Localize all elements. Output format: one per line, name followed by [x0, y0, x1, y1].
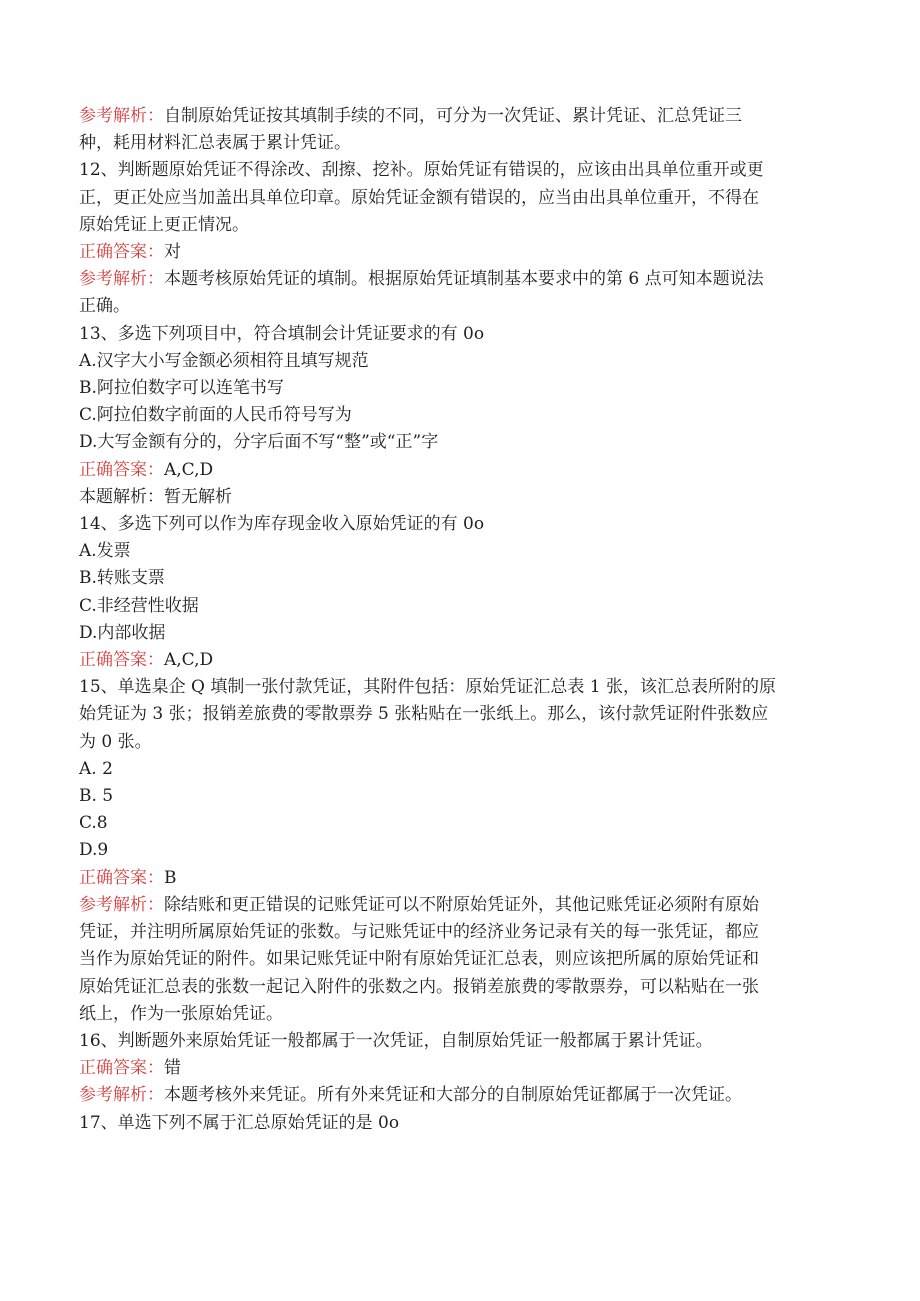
line-text: 错 — [164, 1058, 181, 1079]
line-text: 13、多选下列项目中，符合填制会计凭证要求的有 0o — [79, 323, 485, 344]
text-line — [79, 321, 839, 348]
text-line — [79, 729, 839, 756]
text-line — [79, 892, 839, 919]
line-text: 对 — [164, 242, 181, 263]
answer-label: 正确答案： — [79, 242, 164, 263]
line-text: 凭证，并注明所属原始凭证的张数。与记账凭证中的经济业务记录有关的每一张凭证，都应 — [79, 922, 759, 943]
text-line — [79, 810, 839, 837]
text-line — [79, 756, 839, 783]
line-text: 17、单选下列不属于汇总原始凭证的是 0o — [79, 1112, 400, 1133]
line-text: 始凭证为 3 张；报销差旅费的零散票券 5 张粘贴在一张纸上。那么，该付款凭证附件张数应 — [79, 704, 769, 725]
text-line — [79, 974, 839, 1001]
text-line — [79, 674, 839, 701]
line-text: 本题考核外来凭证。所有外来凭证和大部分的自制原始凭证都属于一次凭证。 — [164, 1085, 742, 1106]
text-line — [79, 212, 839, 239]
line-text: 暂无解析 — [164, 486, 232, 507]
text-line — [79, 538, 839, 565]
line-text: B. 5 — [79, 786, 114, 807]
text-line — [79, 1001, 839, 1028]
text-line — [79, 348, 839, 375]
text-line — [79, 783, 839, 810]
text-line — [79, 565, 839, 592]
line-text: 原始凭证汇总表的张数一起记入附件的张数之内。报销差旅费的零散票券，可以粘贴在一张 — [79, 976, 759, 997]
note-label: 本题解析： — [79, 486, 164, 507]
line-text: A,C,D — [164, 459, 214, 480]
text-line — [79, 103, 839, 130]
line-text: D.9 — [79, 840, 109, 861]
text-line — [79, 647, 839, 674]
line-text: 15、单选臬企 Q 填制一张付款凭证，其附件包括：原始凭证汇总表 1 张，该汇总表所附的原 — [79, 677, 776, 698]
text-line — [79, 946, 839, 973]
text-line — [79, 130, 839, 157]
reference-label: 参考解析： — [79, 106, 164, 126]
reference-label: 参考解析： — [79, 269, 164, 290]
text-line — [79, 593, 839, 620]
text-line — [79, 919, 839, 946]
text-line — [79, 429, 839, 456]
text-line — [79, 402, 839, 429]
line-text: C.非经营性收据 — [79, 595, 199, 616]
text-line — [79, 837, 839, 864]
line-text: 纸上，作为一张原始凭证。 — [79, 1003, 283, 1024]
line-text: C.阿拉伯数字前面的人民币符号写为 — [79, 405, 352, 426]
line-text: B.转账支票 — [79, 568, 165, 589]
reference-label: 参考解析： — [79, 894, 164, 915]
line-text: A.汉字大小写金额必须相符且填写规范 — [79, 350, 369, 371]
line-text: D.大写金额有分的，分字后面不写“整”或“正”字 — [79, 432, 439, 453]
text-line — [79, 1055, 839, 1082]
text-line — [79, 701, 839, 728]
text-line — [79, 293, 839, 320]
line-text: 正，更正处应当加盖出具单位印章。原始凭证金额有错误的，应当由出具单位重开，不得在 — [79, 187, 759, 208]
line-text: 14、多选下列可以作为库存现金收入原始凭证的有 0o — [79, 514, 485, 535]
text-line — [79, 865, 839, 892]
answer-label: 正确答案： — [79, 650, 164, 671]
line-text: 16、判断题外来原始凭证一般都属于一次凭证，自制原始凭证一般都属于累计凭证。 — [79, 1030, 713, 1051]
text-line — [79, 1028, 839, 1055]
line-text: A. 2 — [79, 758, 113, 779]
answer-label: 正确答案： — [79, 1058, 164, 1079]
line-text: B — [164, 867, 177, 888]
answer-label: 正确答案： — [79, 867, 164, 888]
line-text: 原始凭证上更正情况。 — [79, 214, 249, 235]
answer-label: 正确答案： — [79, 459, 164, 480]
line-text: 除结账和更正错误的记账凭证可以不附原始凭证外，其他记账凭证必须附有原始 — [164, 894, 759, 915]
text-line — [79, 185, 839, 212]
text-line — [79, 457, 839, 484]
line-text: C.8 — [79, 813, 108, 834]
line-text: 当作为原始凭证的附件。如果记账凭证中附有原始凭证汇总表，则应该把所属的原始凭证和 — [79, 949, 759, 970]
line-text: A,C,D — [164, 650, 214, 671]
line-text: 为 0 张。 — [79, 731, 152, 752]
line-text: 正确。 — [79, 296, 130, 317]
text-line — [79, 511, 839, 538]
line-text: B.阿拉伯数字可以连笔书写 — [79, 378, 284, 399]
text-line — [79, 375, 839, 402]
text-line — [79, 239, 839, 266]
line-text: D.内部收据 — [79, 622, 166, 643]
reference-label: 参考解析： — [79, 1085, 164, 1106]
line-text: 种，耗用材料汇总表属于累计凭证。 — [79, 133, 351, 154]
text-line — [79, 484, 839, 511]
text-line — [79, 157, 839, 184]
line-text: 12、判断题原始凭证不得涂改、刮擦、挖补。原始凭证有错误的，应该由出具单位重开或更 — [79, 160, 764, 181]
line-text: A.发票 — [79, 541, 131, 562]
text-line — [79, 1110, 839, 1137]
text-line — [79, 1082, 839, 1109]
line-text: 本题考核原始凭证的填制。根据原始凭证填制基本要求中的第 6 点可知本题说法 — [164, 269, 764, 290]
text-line — [79, 266, 839, 293]
line-text: 自制原始凭证按其填制手续的不同，可分为一次凭证、累计凭证、汇总凭证三 — [164, 106, 742, 126]
text-line — [79, 620, 839, 647]
document-body — [79, 103, 839, 1137]
